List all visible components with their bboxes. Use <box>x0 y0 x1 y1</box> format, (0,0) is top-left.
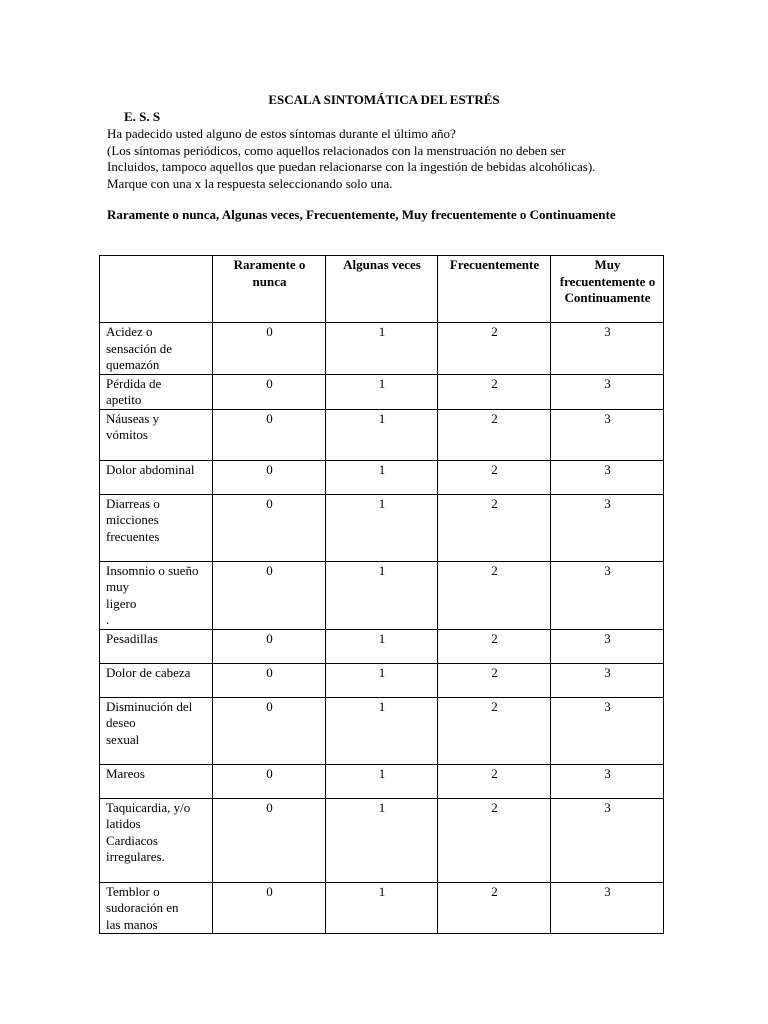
document-title: ESCALA SINTOMÁTICA DEL ESTRÉS <box>268 92 500 107</box>
score-cell[interactable]: 3 <box>551 629 664 663</box>
score-cell[interactable]: 3 <box>551 697 664 764</box>
score-cell[interactable]: 1 <box>326 460 438 494</box>
score-cell[interactable]: 0 <box>213 882 326 934</box>
score-cell[interactable]: 0 <box>213 764 326 798</box>
symptom-cell: Pérdida de apetito <box>100 374 213 409</box>
score-cell[interactable]: 3 <box>551 409 664 460</box>
score-cell[interactable]: 3 <box>551 882 664 934</box>
table-row <box>100 882 664 934</box>
score-cell[interactable]: 1 <box>326 374 438 409</box>
symptom-cell: Temblor o sudoración en las manos <box>100 882 213 934</box>
score-cell[interactable]: 1 <box>326 494 438 561</box>
score-cell[interactable]: 1 <box>326 663 438 697</box>
score-cell[interactable]: 1 <box>326 882 438 934</box>
score-cell[interactable]: 2 <box>438 374 551 409</box>
score-cell[interactable]: 0 <box>213 697 326 764</box>
score-cell[interactable]: 3 <box>551 561 664 629</box>
score-cell[interactable]: 2 <box>438 764 551 798</box>
score-cell[interactable]: 1 <box>326 629 438 663</box>
symptom-cell: Náuseas y vómitos <box>100 409 213 460</box>
symptom-cell: Disminución del deseo sexual <box>100 697 213 764</box>
document-subtitle: E. S. S <box>124 109 161 124</box>
table-row <box>100 494 664 561</box>
score-cell[interactable]: 3 <box>551 374 664 409</box>
score-cell[interactable]: 2 <box>438 409 551 460</box>
table-row <box>100 460 664 494</box>
score-cell[interactable]: 1 <box>326 764 438 798</box>
score-cell[interactable]: 0 <box>213 561 326 629</box>
score-cell[interactable]: 2 <box>438 323 551 375</box>
score-cell[interactable]: 2 <box>438 663 551 697</box>
score-cell[interactable]: 3 <box>551 663 664 697</box>
header-sometimes: Algunas veces <box>326 256 438 323</box>
score-cell[interactable]: 0 <box>213 460 326 494</box>
table-header-row <box>100 256 664 323</box>
score-cell[interactable]: 3 <box>551 764 664 798</box>
score-cell[interactable]: 0 <box>213 663 326 697</box>
header-very-frequently: Muy frecuentemente o Continuamente <box>551 256 664 323</box>
symptom-cell: Pesadillas <box>100 629 213 663</box>
symptom-cell: Diarreas o micciones frecuentes <box>100 494 213 561</box>
score-cell[interactable]: 2 <box>438 697 551 764</box>
score-cell[interactable]: 0 <box>213 323 326 375</box>
score-cell[interactable]: 0 <box>213 409 326 460</box>
score-cell[interactable]: 0 <box>213 374 326 409</box>
symptom-cell: Insomnio o sueño muy ligero . <box>100 561 213 629</box>
score-cell[interactable]: 2 <box>438 460 551 494</box>
score-cell[interactable]: 1 <box>326 561 438 629</box>
symptom-cell: Acidez o sensación de quemazón <box>100 323 213 375</box>
header-rarely-never: Raramente o nunca <box>213 256 326 323</box>
response-options-line: Raramente o nunca, Algunas veces, Frecuentemente, Muy frecuentemente o Continuamente <box>107 207 616 222</box>
score-cell[interactable]: 1 <box>326 323 438 375</box>
instructions <box>107 126 707 192</box>
instruction-line: Incluidos, tampoco aquellos que puedan relacionarse con la ingestión de bebidas alcohólicas). <box>107 159 596 174</box>
score-cell[interactable]: 1 <box>326 798 438 882</box>
table-row <box>100 374 664 409</box>
score-cell[interactable]: 0 <box>213 798 326 882</box>
score-cell[interactable]: 1 <box>326 697 438 764</box>
symptom-cell: Dolor abdominal <box>100 460 213 494</box>
header-frequently: Frecuentemente <box>438 256 551 323</box>
table-row <box>100 697 664 764</box>
symptom-cell: Mareos <box>100 764 213 798</box>
table-row <box>100 764 664 798</box>
table-row <box>100 798 664 882</box>
score-cell[interactable]: 3 <box>551 494 664 561</box>
score-cell[interactable]: 0 <box>213 494 326 561</box>
score-cell[interactable]: 3 <box>551 798 664 882</box>
instruction-line: Ha padecido usted alguno de estos síntomas durante el último año? <box>107 126 456 141</box>
score-cell[interactable]: 3 <box>551 323 664 375</box>
score-cell[interactable]: 2 <box>438 561 551 629</box>
symptom-cell: Dolor de cabeza <box>100 663 213 697</box>
table-row <box>100 323 664 375</box>
score-cell[interactable]: 2 <box>438 882 551 934</box>
score-cell[interactable]: 1 <box>326 409 438 460</box>
score-cell[interactable]: 0 <box>213 629 326 663</box>
symptom-scale-table <box>99 255 664 934</box>
table-row <box>100 629 664 663</box>
instruction-line: Marque con una x la respuesta seleccionando solo una. <box>107 175 393 191</box>
score-cell[interactable]: 2 <box>438 798 551 882</box>
header-symptom <box>100 256 213 323</box>
table-row <box>100 561 664 629</box>
instruction-line: (Los síntomas periódicos, como aquellos relacionados con la menstruación no deben ser <box>107 142 566 158</box>
score-cell[interactable]: 2 <box>438 629 551 663</box>
score-cell[interactable]: 3 <box>551 460 664 494</box>
table-row <box>100 663 664 697</box>
score-cell[interactable]: 2 <box>438 494 551 561</box>
table-row <box>100 409 664 460</box>
symptom-cell: Taquicardia, y/o latidos Cardiacos irregulares. <box>100 798 213 882</box>
